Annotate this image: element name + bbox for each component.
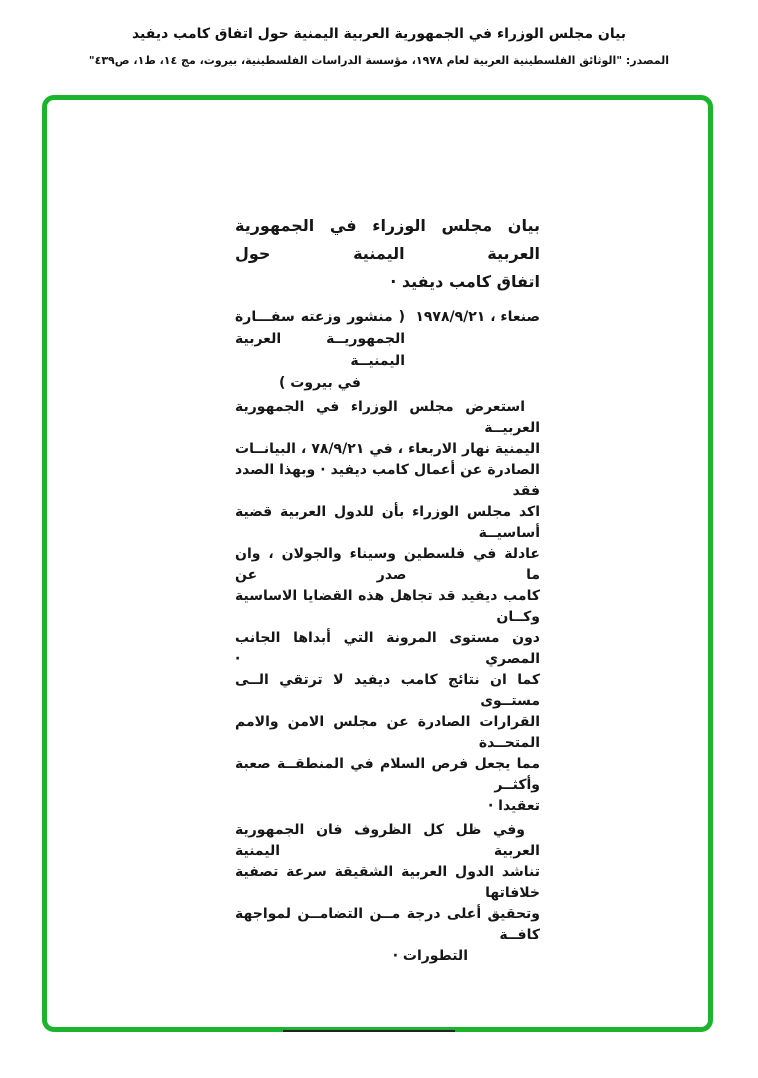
paragraph-1: استعرض مجلس الوزراء في الجمهورية العربيــة اليمنية نهار الاربعاء ، في ٧٨/٩/٢١ ، البيانــات الصادرة عن أعمال كامب ديفيد · وبهذا الصدد فقد اكد مجلس الوزراء بأن للدول العربية قضية أساسيــة عادلة في فلسطين وسيناء والجولان ، وان ما صدر عن كامب ديفيد قد تجاهل هذه القضايا الاساسية وكــان دون مستوى المرونة التي أبداها الجانب المصري · كما ان نتائج كامب ديفيد لا ترتقي الــى مستــوى القرارات الصادرة عن مجلس الامن والامم المتحــدة مما يجعل فرص السلام في المنطقــة صعبة وأكثــر تعقيدا · [235,399,540,814]
header-source-citation: المصدر: "الوثائق الفلسطينية العربية لعام ١٩٧٨، مؤسسة الدراسات الفلسطينية، بيروت، مج ١٤، ط١، ص٤٣٩" [88,54,670,67]
page-header [0,0,758,69]
document-title: بيان مجلس الوزراء في الجمهورية العربية اليمنية حول اتفاق كامب ديفيد · [235,216,540,291]
paragraph-2: وفي ظل كل الظروف فان الجمهورية العربية اليمنية تناشد الدول العربية الشقيقة سرعة تصفية خلافاتها وتحقيق أعلى درجة مــن التضامــن لمواجهة كافــة التطورات · [235,822,540,964]
header-title: بيان مجلس الوزراء في الجمهورية العربية اليمنية حول اتفاق كامب ديفيد [131,26,627,42]
dateline [235,306,540,394]
end-divider [283,1030,455,1032]
dateline-place-date: صنعاء ، ١٩٧٨/٩/٢١ [415,309,540,325]
document-scan-frame [42,95,713,1032]
scanned-document [235,212,540,1032]
dateline-publisher-note: ( منشور وزعته سفـــارة الجمهوريــة العربية اليمنيــة في بيروت ) [235,309,405,391]
